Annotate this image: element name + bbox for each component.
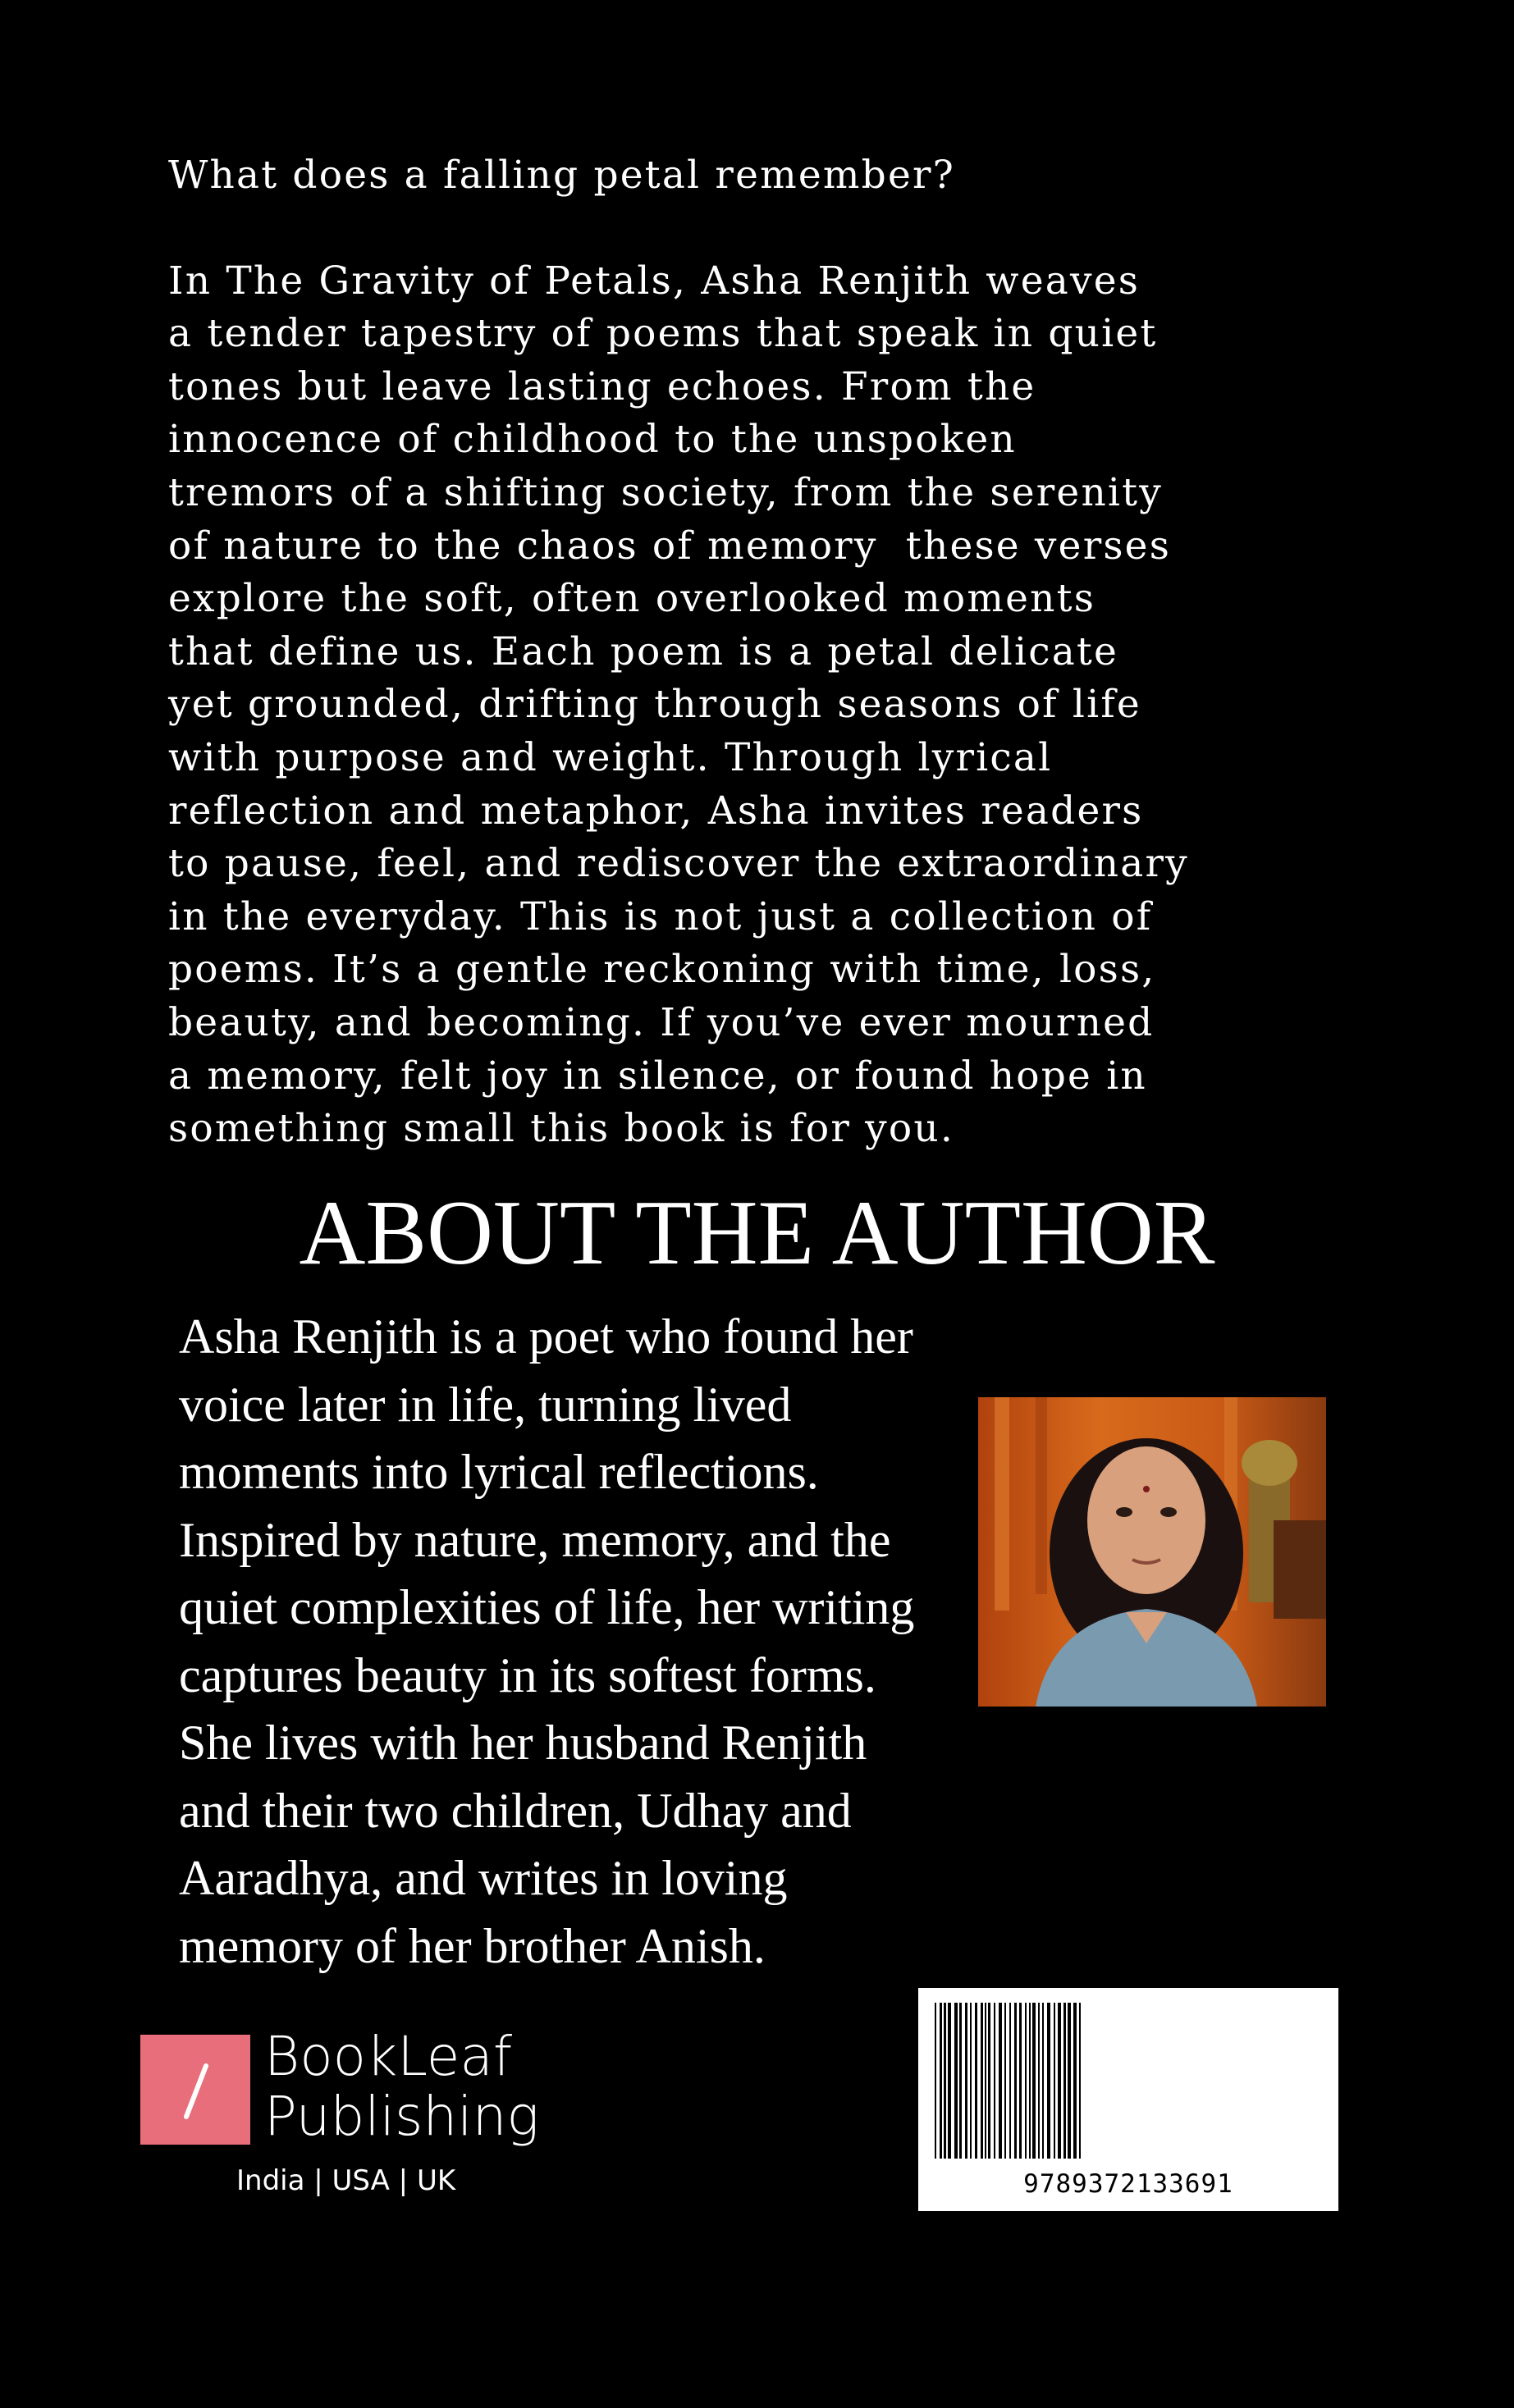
barcode-bar bbox=[975, 2003, 977, 2159]
bio-line: Aaradhya, and writes in loving bbox=[179, 1851, 788, 1905]
barcode-bar bbox=[954, 2003, 958, 2159]
publisher-name-line1: BookLeaf bbox=[264, 2025, 513, 2088]
barcode-bar bbox=[1004, 2003, 1006, 2159]
blurb-line: poems. It’s a gentle reckoning with time, loss, bbox=[168, 947, 1156, 993]
barcode-bar bbox=[1038, 2003, 1040, 2159]
blurb-line: to pause, feel, and rediscover the extraordinary bbox=[168, 841, 1189, 887]
barcode-bar bbox=[1014, 2003, 1017, 2159]
author-bio bbox=[179, 1303, 967, 1980]
barcode-bar bbox=[988, 2003, 990, 2159]
barcode-bar bbox=[1009, 2003, 1011, 2159]
blurb-line: in the everyday. This is not just a collection of bbox=[168, 893, 1153, 939]
barcode-bar bbox=[1079, 2003, 1081, 2159]
barcode-bar bbox=[981, 2003, 983, 2159]
barcode-bar bbox=[1029, 2003, 1031, 2159]
publisher-logo-mark bbox=[140, 2035, 250, 2145]
author-portrait-illustration bbox=[978, 1397, 1326, 1707]
bio-line: voice later in life, turning lived bbox=[179, 1377, 792, 1432]
author-photo bbox=[978, 1397, 1326, 1707]
blurb-body bbox=[168, 255, 1350, 1156]
blurb-line: tremors of a shifting society, from the serenity bbox=[168, 469, 1163, 515]
blurb-line: reflection and metaphor, Asha invites readers bbox=[168, 788, 1144, 834]
publisher-name-line2: Publishing bbox=[264, 2085, 540, 2148]
bio-line: moments into lyrical reflections. bbox=[179, 1445, 819, 1499]
blurb-line: yet grounded, drifting through seasons of life bbox=[168, 682, 1141, 728]
bio-line: captures beauty in its softest forms. bbox=[179, 1647, 876, 1702]
barcode-bar bbox=[965, 2003, 967, 2159]
blurb-line: a tender tapestry of poems that speak in quiet bbox=[168, 311, 1158, 357]
barcode-bar bbox=[1047, 2003, 1050, 2159]
barcode-bar bbox=[948, 2003, 951, 2159]
blurb-line: with purpose and weight. Through lyrical bbox=[168, 734, 1053, 780]
blurb-hook: What does a falling petal remember? bbox=[168, 153, 956, 198]
blurb-line: beauty, and becoming. If you’ve ever mourned bbox=[168, 999, 1155, 1045]
barcode-bar bbox=[1032, 2003, 1036, 2159]
barcode-bar bbox=[1025, 2003, 1027, 2159]
barcode-bar bbox=[1058, 2003, 1061, 2159]
barcode-bar bbox=[999, 2003, 1002, 2159]
barcode bbox=[918, 1988, 1338, 2211]
blurb-line: a memory, felt joy in silence, or found hope in bbox=[168, 1053, 1147, 1099]
blurb-line: In The Gravity of Petals, Asha Renjith weaves bbox=[168, 258, 1141, 304]
barcode-bar bbox=[959, 2003, 962, 2159]
barcode-bar bbox=[1019, 2003, 1022, 2159]
blurb-line: something small this book is for you. bbox=[168, 1106, 954, 1152]
barcode-bar bbox=[940, 2003, 942, 2159]
barcode-bar bbox=[970, 2003, 972, 2159]
barcode-bar bbox=[985, 2003, 986, 2159]
barcode-bar bbox=[935, 2003, 936, 2159]
barcode-bar bbox=[944, 2003, 946, 2159]
publisher-name bbox=[264, 2026, 539, 2146]
bio-line: Asha Renjith is a poet who found her bbox=[179, 1309, 913, 1364]
bio-line: She lives with her husband Renjith bbox=[179, 1716, 867, 1770]
isbn-number: 9789372133691 bbox=[1023, 2169, 1233, 2199]
slash-icon bbox=[140, 2035, 250, 2145]
blurb-line: innocence of childhood to the unspoken bbox=[168, 417, 1017, 463]
barcode-bar bbox=[1068, 2003, 1071, 2159]
barcode-bar bbox=[1063, 2003, 1066, 2159]
book-blurb bbox=[168, 149, 1350, 1156]
barcode-bar bbox=[1042, 2003, 1044, 2159]
about-author-heading: ABOUT THE AUTHOR bbox=[299, 1182, 1215, 1284]
publisher-regions: India | USA | UK bbox=[236, 2164, 456, 2197]
bio-line: and their two children, Udhay and bbox=[179, 1783, 852, 1838]
blurb-line: of nature to the chaos of memory these verses bbox=[168, 523, 1172, 569]
blurb-line: tones but leave lasting echoes. From the bbox=[168, 363, 1036, 409]
bio-line: quiet complexities of life, her writing bbox=[179, 1580, 915, 1634]
blurb-line: explore the soft, often overlooked moments bbox=[168, 576, 1096, 622]
barcode-bar bbox=[1073, 2003, 1077, 2159]
barcode-bar bbox=[1054, 2003, 1055, 2159]
blurb-line: that define us. Each poem is a petal delicate bbox=[168, 628, 1119, 674]
bio-line: Inspired by nature, memory, and the bbox=[179, 1512, 891, 1567]
bio-line: memory of her brother Anish. bbox=[179, 1918, 766, 1973]
barcode-bar bbox=[994, 2003, 995, 2159]
